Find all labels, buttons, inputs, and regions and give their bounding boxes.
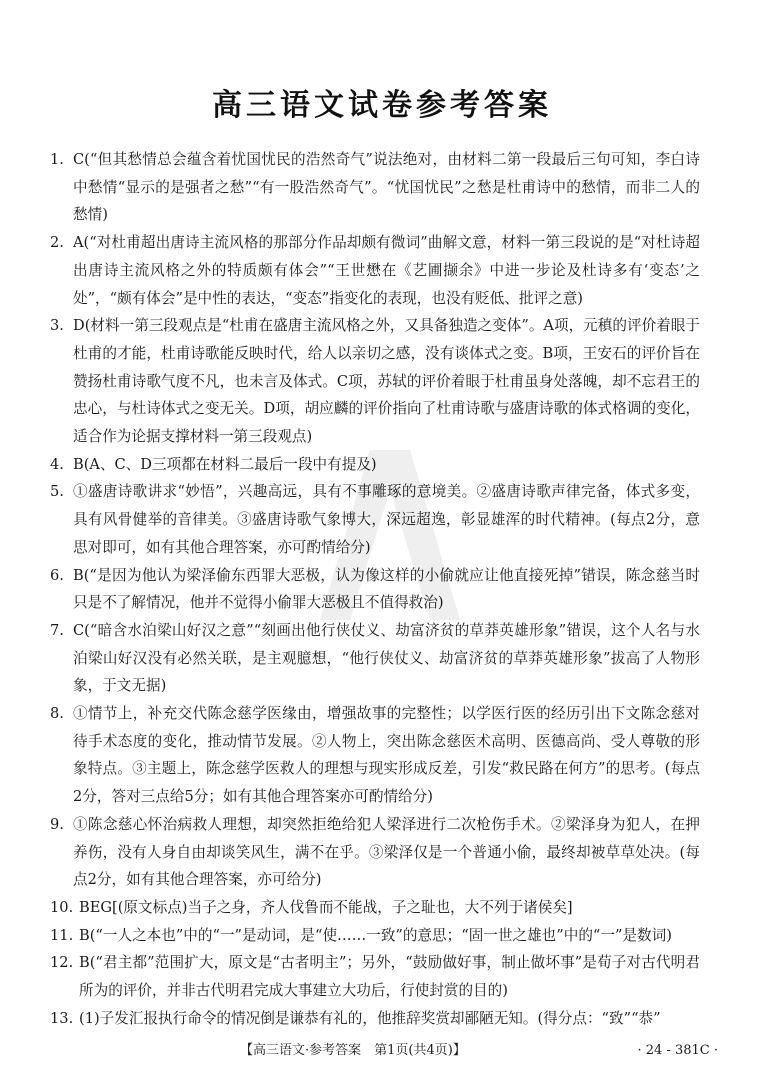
answer-number: 13. bbox=[50, 1009, 74, 1027]
answer-list bbox=[50, 146, 700, 1033]
answer-text: ①盛唐诗歌讲求“妙悟”，兴趣高远，具有不事雕琢的意境美。②盛唐诗歌声律完备，体式多变，具有风骨健举的音律美。③盛唐诗歌气象博大，深远超逸，彰显雄浑的时代精神。(每点2分，意思对即可，如有其他合理答案，亦可酌情给分) bbox=[73, 483, 700, 556]
answer-item-3 bbox=[50, 312, 700, 451]
answer-text: C(“暗含水泊梁山好汉之意”“刻画出他行侠仗义、劫富济贫的草莽英雄形象”错误，这个人名与水泊梁山好汉没有必然关联，是主观臆想，“他行侠仗义、劫富济贫的草莽英雄形象”拔高了人物形象，于文无据) bbox=[73, 621, 700, 695]
answer-item-6 bbox=[50, 562, 700, 617]
answer-item-8 bbox=[50, 700, 700, 811]
answer-text: C(“但其愁情总会蕴含着忧国忧民的浩然奇气”说法绝对，由材料二第一段最后三句可知，李白诗中愁情“显示的是强者之愁”“有一股浩然奇气”。“忧国忧民”之愁是杜甫诗中的愁情，而非二人的愁情) bbox=[73, 151, 700, 224]
answer-text: B(“君主都”范围扩大，原文是“古者明主”；另外，“鼓励做好事，制止做坏事”是荀子对古代明君所为的评价，并非古代明君完成大事建立大功后，行使封赏的目的) bbox=[79, 954, 700, 1000]
answer-number: 11. bbox=[50, 926, 74, 944]
answer-number: 6. bbox=[50, 566, 64, 584]
page-footer bbox=[0, 1041, 764, 1061]
answer-text: (1)子发汇报执行命令的情况倒是谦恭有礼的，他推辞奖赏却鄙陋无知。(得分点：“致”“恭” bbox=[79, 1009, 661, 1027]
answer-number: 5. bbox=[50, 483, 64, 501]
answer-number: 4. bbox=[50, 455, 64, 473]
answer-number: 1. bbox=[50, 151, 64, 168]
answer-text: BEG[(原文标点)当子之身，齐人伐鲁而不能战，子之耻也，大不列于诸侯矣] bbox=[79, 898, 573, 916]
answer-text: ①陈念慈心怀治病救人理想，却突然拒绝给犯人梁泽进行二次枪伤手术。②梁泽身为犯人，在押养伤，没有人身自由却谈笑风生，满不在乎。③梁泽仅是一个普通小偷，最终却被草草处决。(每点2分，如有其他合理答案，亦可给分) bbox=[73, 815, 700, 889]
answer-item-9 bbox=[50, 811, 700, 894]
answer-item-10 bbox=[50, 894, 700, 922]
answer-number: 9. bbox=[50, 815, 64, 833]
answer-item-1 bbox=[50, 146, 700, 229]
footer-exam-code: · 24 - 381C · bbox=[637, 1043, 718, 1058]
footer-page-info: 【高三语文·参考答案 第1页(共4页)】 bbox=[240, 1043, 466, 1058]
page-title: 高三语文试卷参考答案 bbox=[212, 88, 552, 123]
answer-number: 8. bbox=[50, 705, 64, 723]
answer-item-5 bbox=[50, 478, 700, 561]
answer-item-11 bbox=[50, 922, 700, 950]
answer-item-4 bbox=[50, 451, 700, 479]
answer-text: ①情节上，补充交代陈念慈学医缘由，增强故事的完整性；以学医行医的经历引出下文陈念慈对待手术态度的变化，推动情节发展。②人物上，突出陈念慈医术高明、医德高尚、受人尊敬的形象特点。③主题上，陈念慈学医救人的理想与现实形成反差，引发“救民路在何方”的思考。(每点2分，答对三点给5分；如有其他合理答案亦可酌情给分) bbox=[73, 705, 700, 806]
answer-text: B(“是因为他认为梁泽偷东西罪大恶极，认为像这样的小偷就应让他直接死掉”错误，陈念慈当时只是不了解情况，他并不觉得小偷罪大恶极且不值得救治) bbox=[73, 566, 700, 612]
answer-number: 12. bbox=[50, 954, 74, 972]
answer-number: 3. bbox=[50, 317, 64, 335]
answer-item-7 bbox=[50, 617, 700, 700]
answer-number: 2. bbox=[50, 234, 64, 252]
answer-text: B(A、C、D三项都在材料二最后一段中有提及) bbox=[73, 455, 377, 473]
answer-item-2 bbox=[50, 229, 700, 312]
answer-text: B(“一人之本也”中的“一”是动词，是“使……一致”的意思；“固一世之雄也”中的“一”是数词) bbox=[79, 926, 672, 944]
answer-text: A(“对杜甫超出唐诗主流风格的那部分作品却颇有微词”曲解文意，材料一第三段说的是“对杜诗超出唐诗主流风格之外的特质颇有体会”“王世懋在《艺圃撷余》中进一步论及杜诗多有‘变态’之处”，“颇有体会”是中性的表达，“变态”指变化的表现，也没有贬低、批评之意) bbox=[73, 234, 700, 307]
answer-text: D(材料一第三段观点是“杜甫在盛唐主流风格之外，又具备独造之变体”。A项，元稹的评价着眼于杜甫的才能，杜甫诗歌能反映时代，给人以亲切之感，没有谈体式之变。B项，王安石的评价旨在赞扬杜甫诗歌气度不凡，也未言及体式。C项，苏轼的评价着眼于杜甫虽身处落魄，却不忘君王的忠心，与杜诗体式之变无关。D项，胡应麟的评价指向了杜甫诗歌与盛唐诗歌的体式格调的变化，适合作为论据支撑材料一第三段观点) bbox=[73, 317, 700, 446]
answer-item-12 bbox=[50, 949, 700, 1004]
answer-number: 7. bbox=[50, 621, 64, 639]
answer-number: 10. bbox=[50, 898, 74, 916]
answer-item-13 bbox=[50, 1005, 700, 1033]
